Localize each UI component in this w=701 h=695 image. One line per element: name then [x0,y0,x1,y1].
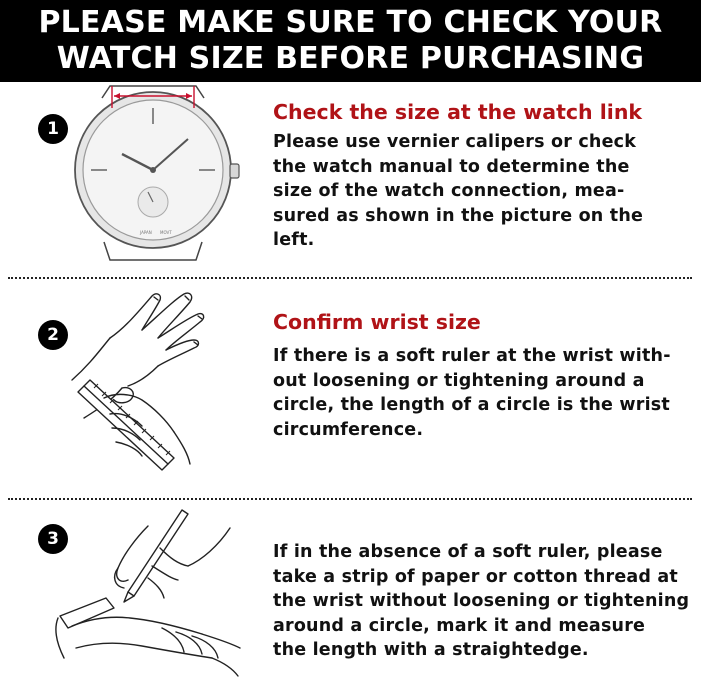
step-3-line: the length with a straightedge. [273,640,589,660]
banner-line-2: WATCH SIZE BEFORE PURCHASING [56,41,645,76]
header-banner [0,0,701,82]
step-2-heading: Confirm wrist size [273,310,481,334]
section-divider [8,498,692,500]
dial-text-japan: JAPAN [140,230,152,235]
step-1-heading: Check the size at the watch link [273,100,643,124]
step-1-line: left. [273,230,315,250]
step-1-body [273,130,693,253]
step-3-line: the wrist without loosening or tightening [273,591,690,611]
step-number-3: 3 [38,524,68,554]
step-3-line: take a strip of paper or cotton thread at [273,566,678,587]
step-number-1: 1 [38,114,68,144]
wrist-ruler-icon [70,288,250,490]
watch-icon [70,84,245,262]
step-1-line: Please use vernier calipers or check [273,132,637,152]
step-1-line: size of the watch connection, mea- [273,181,625,201]
step-number-2: 2 [38,320,68,350]
step-2-line: If there is a soft ruler at the wrist with- [273,346,671,366]
step-1-line: the watch manual to determine the [273,156,630,177]
step-3-body [273,540,693,663]
step-2-body [273,344,693,442]
step-2-line: circumference. [273,419,424,440]
dial-text-movt: MOVT [160,230,172,235]
step-2-line: circle, the length of a circle is the wrist [273,395,670,415]
paper-strip-pen-icon [52,508,252,688]
step-3-line: If in the absence of a soft ruler, please [273,542,663,562]
banner-line-1: PLEASE MAKE SURE TO CHECK YOUR [38,5,663,40]
step-3-line: around a circle, mark it and measure [273,615,646,636]
step-1-line: sured as shown in the picture on the [273,205,644,226]
step-2-line: out loosening or tightening around a [273,370,645,391]
section-divider [8,277,692,279]
